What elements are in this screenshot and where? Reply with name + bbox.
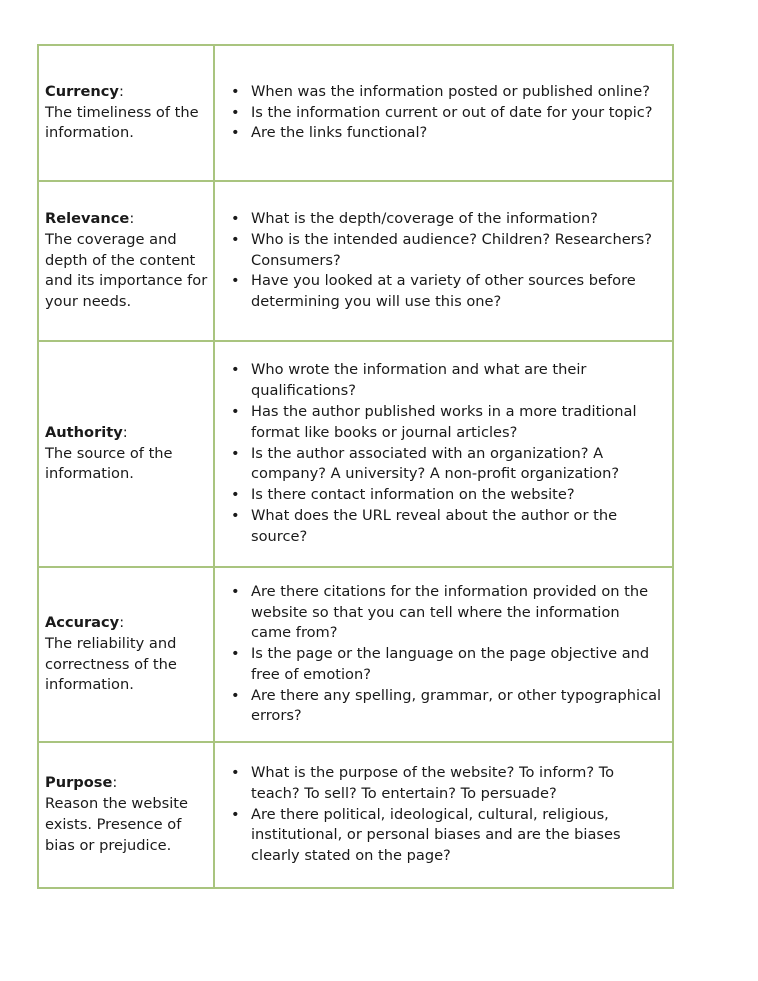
criterion-name: Accuracy bbox=[45, 613, 120, 631]
bullet-icon: • bbox=[231, 361, 240, 379]
criterion-description: The timeliness of the information. bbox=[45, 103, 199, 142]
criterion-name: Authority bbox=[45, 423, 123, 441]
question-text: Who is the intended audience? Children? Researchers? Consumers? bbox=[251, 230, 653, 269]
criterion-block bbox=[45, 613, 209, 696]
criterion-block bbox=[45, 773, 209, 856]
question-item bbox=[231, 82, 664, 103]
question-item bbox=[231, 444, 664, 486]
criterion-description: The reliability and correctness of the information. bbox=[45, 634, 177, 694]
question-item bbox=[231, 103, 664, 124]
questions-cell bbox=[214, 742, 673, 888]
question-item bbox=[231, 209, 664, 230]
criterion-description: The coverage and depth of the content and its importance for your needs. bbox=[45, 230, 208, 311]
criterion-row-accuracy bbox=[38, 567, 673, 742]
question-item bbox=[231, 485, 664, 506]
question-text: Is the information current or out of date for your topic? bbox=[251, 103, 653, 121]
question-item bbox=[231, 506, 664, 548]
criterion-row-authority bbox=[38, 341, 673, 567]
question-item bbox=[231, 123, 664, 144]
question-text: What does the URL reveal about the author or the source? bbox=[251, 506, 618, 545]
criterion-colon: : bbox=[118, 82, 124, 100]
question-text: Who wrote the information and what are their qualifications? bbox=[251, 361, 587, 400]
criterion-description: Reason the website exists. Presence of bias or prejudice. bbox=[45, 795, 188, 854]
bullet-icon: • bbox=[231, 103, 240, 121]
criterion-description: The source of the information. bbox=[45, 444, 173, 483]
bullet-icon: • bbox=[231, 686, 240, 704]
criterion-colon: : bbox=[112, 774, 118, 792]
question-text: Has the author published works in a more traditional format like books or journal articles? bbox=[251, 403, 637, 441]
bullet-icon: • bbox=[231, 645, 240, 663]
criterion-block bbox=[45, 423, 209, 485]
question-text: Are there citations for the information provided on the website so that you can tell where the information came from? bbox=[251, 582, 649, 642]
question-list bbox=[231, 82, 664, 144]
question-list bbox=[231, 763, 664, 867]
question-list bbox=[231, 209, 664, 313]
bullet-icon: • bbox=[231, 805, 240, 823]
criterion-block bbox=[45, 82, 209, 144]
bullet-icon: • bbox=[231, 403, 240, 420]
question-text: Are there any spelling, grammar, or other typographical errors? bbox=[251, 686, 662, 725]
criterion-name: Purpose bbox=[45, 774, 113, 792]
criterion-name: Currency bbox=[45, 82, 119, 100]
question-item bbox=[231, 402, 664, 444]
table-body bbox=[38, 45, 673, 888]
criterion-colon: : bbox=[119, 613, 125, 631]
question-text: Is the author associated with an organization? A company? A university? A non-profit organization? bbox=[251, 444, 620, 483]
questions-cell bbox=[214, 181, 673, 341]
question-text: Is there contact information on the website? bbox=[251, 486, 575, 504]
criterion-cell bbox=[38, 567, 214, 742]
criterion-colon: : bbox=[129, 210, 135, 227]
bullet-icon: • bbox=[231, 582, 240, 600]
question-item bbox=[231, 582, 664, 644]
questions-cell bbox=[214, 45, 673, 181]
bullet-icon: • bbox=[231, 764, 240, 781]
question-text: Are there political, ideological, cultural, religious, institutional, or personal biases and are the biases clearly stated on the page? bbox=[251, 805, 621, 865]
bullet-icon: • bbox=[231, 506, 240, 524]
question-text: What is the depth/coverage of the information? bbox=[251, 210, 598, 227]
questions-cell bbox=[214, 341, 673, 567]
bullet-icon: • bbox=[231, 210, 240, 227]
questions-cell bbox=[214, 567, 673, 742]
criterion-cell bbox=[38, 45, 214, 181]
question-text: What is the purpose of the website? To inform? To teach? To sell? To entertain? To persuade? bbox=[251, 764, 615, 802]
bullet-icon: • bbox=[231, 230, 240, 248]
criterion-cell bbox=[38, 181, 214, 341]
bullet-icon: • bbox=[231, 444, 240, 462]
criterion-name: Relevance bbox=[45, 210, 130, 227]
question-item bbox=[231, 644, 664, 686]
criterion-cell bbox=[38, 742, 214, 888]
question-item bbox=[231, 686, 664, 728]
criterion-row-purpose bbox=[38, 742, 673, 888]
question-text: Are the links functional? bbox=[251, 124, 428, 142]
question-list bbox=[231, 582, 664, 728]
question-item bbox=[231, 271, 664, 313]
question-item bbox=[231, 360, 664, 402]
question-item bbox=[231, 805, 664, 867]
bullet-icon: • bbox=[231, 486, 240, 504]
criterion-row-relevance bbox=[38, 181, 673, 341]
question-text: When was the information posted or published online? bbox=[251, 82, 650, 100]
question-item bbox=[231, 230, 664, 272]
criterion-cell bbox=[38, 341, 214, 567]
question-list bbox=[231, 360, 664, 547]
bullet-icon: • bbox=[231, 124, 240, 142]
criterion-row-currency bbox=[38, 45, 673, 181]
criterion-colon: : bbox=[122, 423, 128, 441]
bullet-icon: • bbox=[231, 82, 240, 100]
question-text: Is the page or the language on the page objective and free of emotion? bbox=[251, 645, 650, 683]
evaluation-criteria-table bbox=[37, 44, 674, 889]
question-item bbox=[231, 763, 664, 805]
question-text: Have you looked at a variety of other sources before determining you will use this one? bbox=[251, 272, 636, 311]
criterion-block bbox=[45, 209, 209, 313]
bullet-icon: • bbox=[231, 272, 240, 290]
